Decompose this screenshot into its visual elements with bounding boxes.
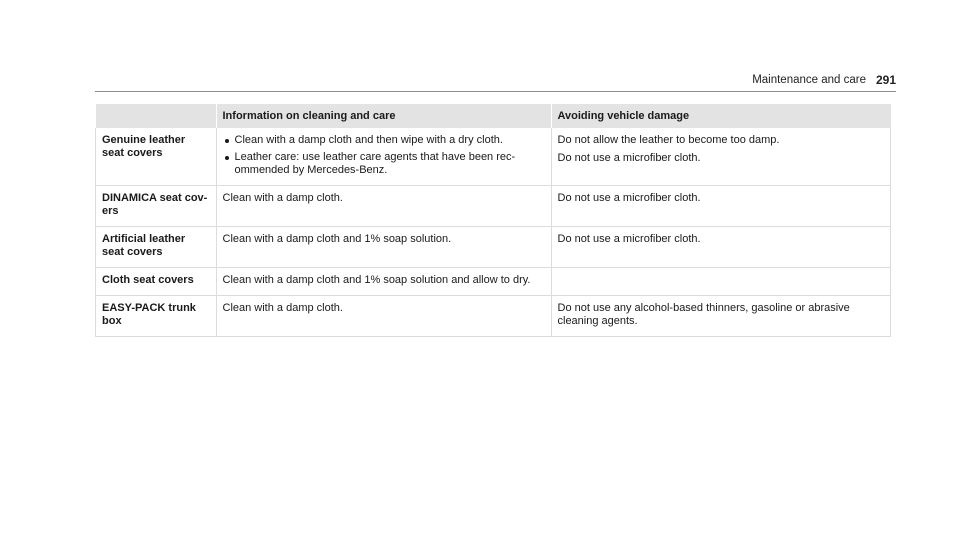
row-item: Genuine leather seat covers — [96, 128, 217, 186]
avoid-text: Do not use any alcohol-based thinners, gasoline or abrasive cleaning agents. — [557, 302, 850, 327]
row-item: DINAMICA seat cov- ers — [96, 186, 217, 227]
bullet-item: Clean with a damp cloth and then wipe with a dry cloth. — [223, 134, 545, 147]
row-info — [216, 128, 551, 186]
column-header-info: Information on cleaning and care — [216, 104, 551, 128]
bullet-item: Leather care: use leather care agents that have been rec- ommended by Mercedes-Benz. — [223, 151, 545, 177]
row-info: Clean with a damp cloth and 1% soap solution. — [216, 227, 551, 268]
table-row — [96, 296, 891, 337]
avoid-text: Do not use a microfiber cloth. — [557, 152, 701, 164]
table-row — [96, 128, 891, 186]
row-avoid — [551, 227, 891, 268]
table-header-row — [96, 104, 891, 128]
avoid-text: Do not allow the leather to become too damp. — [557, 134, 780, 146]
row-info: Clean with a damp cloth and 1% soap solution and allow to dry. — [216, 268, 551, 296]
row-item: Artificial leather seat covers — [96, 227, 217, 268]
column-header-item — [96, 104, 217, 128]
avoid-text: Do not use a microfiber cloth. — [557, 192, 701, 204]
row-avoid — [551, 296, 891, 337]
table-row — [96, 227, 891, 268]
avoid-text: Do not use a microfiber cloth. — [557, 233, 701, 245]
row-avoid — [551, 186, 891, 227]
page-header — [95, 74, 896, 92]
row-item: Cloth seat covers — [96, 268, 217, 296]
section-title: Maintenance and care — [752, 74, 866, 86]
column-header-avoid: Avoiding vehicle damage — [551, 104, 891, 128]
table-row — [96, 186, 891, 227]
row-item: EASY-PACK trunk box — [96, 296, 217, 337]
row-info: Clean with a damp cloth. — [216, 186, 551, 227]
page-number: 291 — [875, 73, 896, 87]
table-row — [96, 268, 891, 296]
info-bullet-list — [223, 134, 545, 177]
row-avoid — [551, 128, 891, 186]
row-avoid — [551, 268, 891, 296]
cleaning-care-table — [95, 104, 891, 337]
row-info: Clean with a damp cloth. — [216, 296, 551, 337]
